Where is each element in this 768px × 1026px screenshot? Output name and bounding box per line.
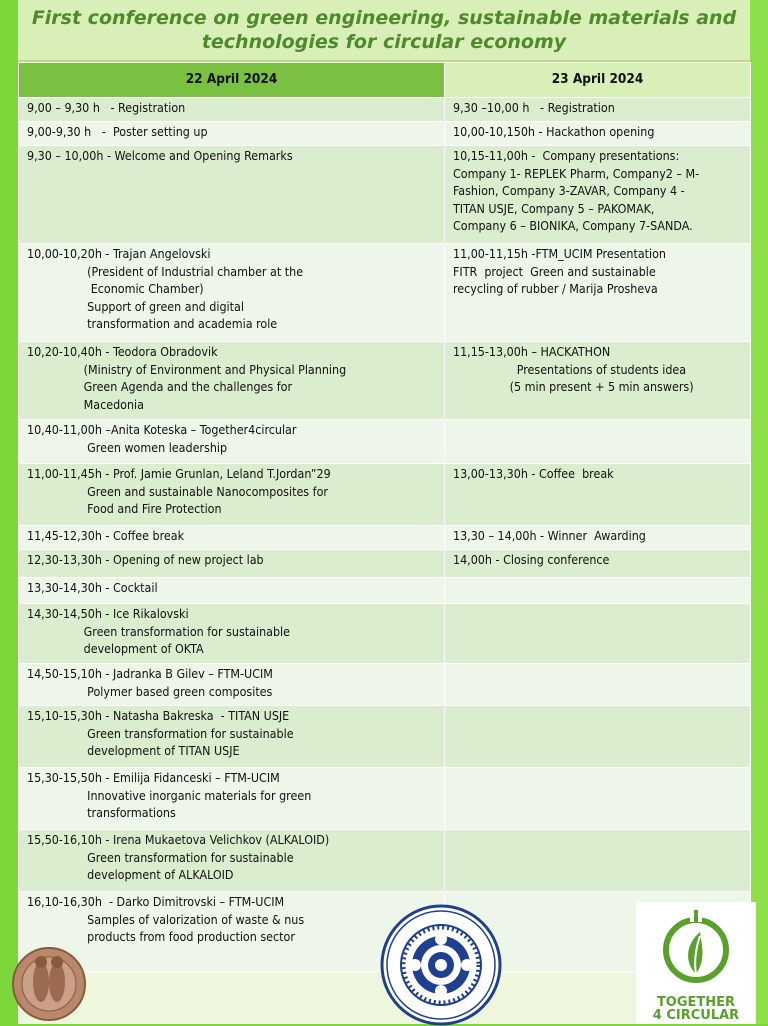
faculty-seal-logo — [380, 904, 502, 1026]
session-text-line: 9,00 – 9,30 h - Registration — [27, 100, 186, 115]
day1-session-cell — [19, 526, 445, 550]
day1-session-cell — [19, 420, 445, 464]
session-text-line: 13,00-13,30h - Coffee break — [453, 466, 614, 481]
day2-session-cell — [445, 244, 751, 342]
conference-title — [18, 0, 750, 62]
session-text-line: development of OKTA — [27, 641, 204, 657]
session-text-line: 15,10-15,30h - Natasha Bakreska - TITAN USJE — [27, 708, 290, 723]
session-text-line: 10,00-10,20h - Trajan Angelovski — [27, 246, 211, 261]
logo-text-line-1: TOGETHER — [656, 995, 736, 1010]
session-text-line: Fashion, Company 3-ZAVAR, Company 4 - — [453, 183, 685, 199]
session-text-line: Green transformation for sustainable — [27, 849, 294, 865]
session-text-line: 15,50-16,10h - Irena Mukaetova Velichkov (ALKALOID) — [27, 832, 330, 847]
day2-session-cell — [445, 706, 751, 768]
session-text-line: 11,00-11,45h - Prof. Jamie Grunlan, Leland T.Jordan”29 — [27, 466, 331, 481]
session-text-line: 14,00h - Closing conference — [453, 552, 610, 567]
session-text-line: 9,30 –10,00 h - Registration — [453, 100, 615, 115]
day1-session-cell — [19, 664, 445, 706]
session-text-line: transformation and academia role — [27, 316, 278, 332]
day2-session-cell — [445, 664, 751, 706]
session-text-line: 10,20-10,40h - Teodora Obradovik — [27, 344, 218, 359]
session-text-line: 11,15-13,00h – HACKATHON — [453, 344, 611, 359]
session-text-line: 13,30-14,30h - Cocktail — [27, 580, 158, 595]
schedule-row — [19, 706, 751, 768]
title-line-1: First conference on green engineering, sustainable materials and — [31, 7, 737, 29]
day1-session-cell — [19, 122, 445, 146]
session-text-line: TITAN USJE, Company 5 – PAKOMAK, — [453, 200, 655, 216]
schedule-body — [19, 98, 751, 972]
session-text-line: 9,30 – 10,00h - Welcome and Opening Remarks — [27, 148, 293, 163]
schedule-row — [19, 244, 751, 342]
session-text-line: 13,30 – 14,00h - Winner Awarding — [453, 528, 646, 543]
session-text-line: products from food production sector — [27, 929, 295, 945]
schedule-row — [19, 768, 751, 830]
session-text-line: Green transformation for sustainable — [27, 623, 291, 639]
session-text-line: Green transformation for sustainable — [27, 725, 294, 741]
day2-session-cell — [445, 146, 751, 244]
session-text-line: 16,10-16,30h - Darko Dimitrovski – FTM-UCIM — [27, 894, 285, 909]
session-text-line: Food and Fire Protection — [27, 501, 222, 517]
schedule-table — [18, 62, 751, 972]
session-text-line: Company 6 – BIONIKA, Company 7-SANDA. — [453, 218, 693, 234]
session-text-line: 10,40-11,00h –Anita Koteska – Together4circular — [27, 422, 297, 437]
session-text-line: (5 min present + 5 min answers) — [453, 379, 694, 395]
day2-session-cell — [445, 98, 751, 122]
schedule-row — [19, 98, 751, 122]
day1-session-cell — [19, 146, 445, 244]
leaf-plug-icon — [636, 902, 756, 992]
day1-header: 22 April 2024 — [19, 63, 445, 98]
day1-session-cell — [19, 830, 445, 892]
schedule-row — [19, 420, 751, 464]
schedule-row — [19, 604, 751, 664]
day2-session-cell — [445, 550, 751, 578]
session-text-line: 14,50-15,10h - Jadranka B Gilev – FTM-UCIM — [27, 666, 273, 681]
session-text-line: Polymer based green composites — [27, 683, 273, 699]
day1-session-cell — [19, 706, 445, 768]
schedule-row — [19, 526, 751, 550]
schedule-row — [19, 578, 751, 604]
session-text-line: 15,30-15,50h - Emilija Fidanceski – FTM-UCIM — [27, 770, 280, 785]
day1-session-cell — [19, 604, 445, 664]
session-text-line: 10,00-10,150h - Hackathon opening — [453, 124, 655, 139]
day2-session-cell — [445, 342, 751, 420]
session-text-line: development of TITAN USJE — [27, 743, 240, 759]
day1-session-cell — [19, 768, 445, 830]
schedule-row — [19, 550, 751, 578]
day1-session-cell — [19, 342, 445, 420]
title-line-2: technologies for circular economy — [201, 31, 567, 53]
schedule-row — [19, 664, 751, 706]
day2-session-cell — [445, 464, 751, 526]
day2-session-cell — [445, 420, 751, 464]
session-text-line: (Ministry of Environment and Physical Planning — [27, 361, 347, 377]
logo-text-line-2: 4 CIRCULAR — [652, 1008, 740, 1023]
session-text-line: 9,00-9,30 h - Poster setting up — [27, 124, 208, 139]
session-text-line: Green Agenda and the challenges for — [27, 379, 293, 395]
session-text-line: Company 1- REPLEK Pharm, Company2 – M- — [453, 165, 700, 181]
day2-session-cell — [445, 122, 751, 146]
session-text-line: Macedonia — [27, 396, 144, 412]
session-text-line: 14,30-14,50h - Ice Rikalovski — [27, 606, 189, 621]
session-text-line: 11,00-11,15h -FTM_UCIM Presentation — [453, 246, 666, 261]
day1-session-cell — [19, 244, 445, 342]
session-text-line: development of ALKALOID — [27, 867, 234, 883]
day2-header: 23 April 2024 — [445, 63, 751, 98]
day1-session-cell — [19, 464, 445, 526]
university-seal-logo — [10, 938, 88, 1024]
schedule-row — [19, 146, 751, 244]
schedule-row — [19, 830, 751, 892]
schedule-header-row — [19, 63, 751, 98]
session-text-line: Innovative inorganic materials for green — [27, 787, 312, 803]
day2-session-cell — [445, 578, 751, 604]
session-text-line: 11,45-12,30h - Coffee break — [27, 528, 185, 543]
day1-session-cell — [19, 578, 445, 604]
together4circular-logo — [636, 902, 756, 1024]
day1-session-cell — [19, 550, 445, 578]
session-text-line: (President of Industrial chamber at the — [27, 263, 304, 279]
day2-session-cell — [445, 768, 751, 830]
day2-session-cell — [445, 604, 751, 664]
day2-session-cell — [445, 526, 751, 550]
session-text-line: Presentations of students idea — [453, 361, 687, 377]
schedule-row — [19, 342, 751, 420]
day1-session-cell — [19, 98, 445, 122]
session-text-line: 10,15-11,00h - Company presentations: — [453, 148, 680, 163]
session-text-line: Green women leadership — [27, 439, 228, 455]
session-text-line: Economic Chamber) — [27, 281, 204, 297]
schedule-row — [19, 122, 751, 146]
schedule-row — [19, 464, 751, 526]
session-text-line: 12,30-13,30h - Opening of new project lab — [27, 552, 264, 567]
session-text-line: recycling of rubber / Marija Prosheva — [453, 281, 658, 297]
day2-session-cell — [445, 830, 751, 892]
session-text-line: FITR project Green and sustainable — [453, 263, 656, 279]
session-text-line: transformations — [27, 805, 176, 821]
session-text-line: Samples of valorization of waste & nus — [27, 911, 305, 927]
session-text-line: Green and sustainable Nanocomposites for — [27, 483, 328, 499]
session-text-line: Support of green and digital — [27, 298, 244, 314]
